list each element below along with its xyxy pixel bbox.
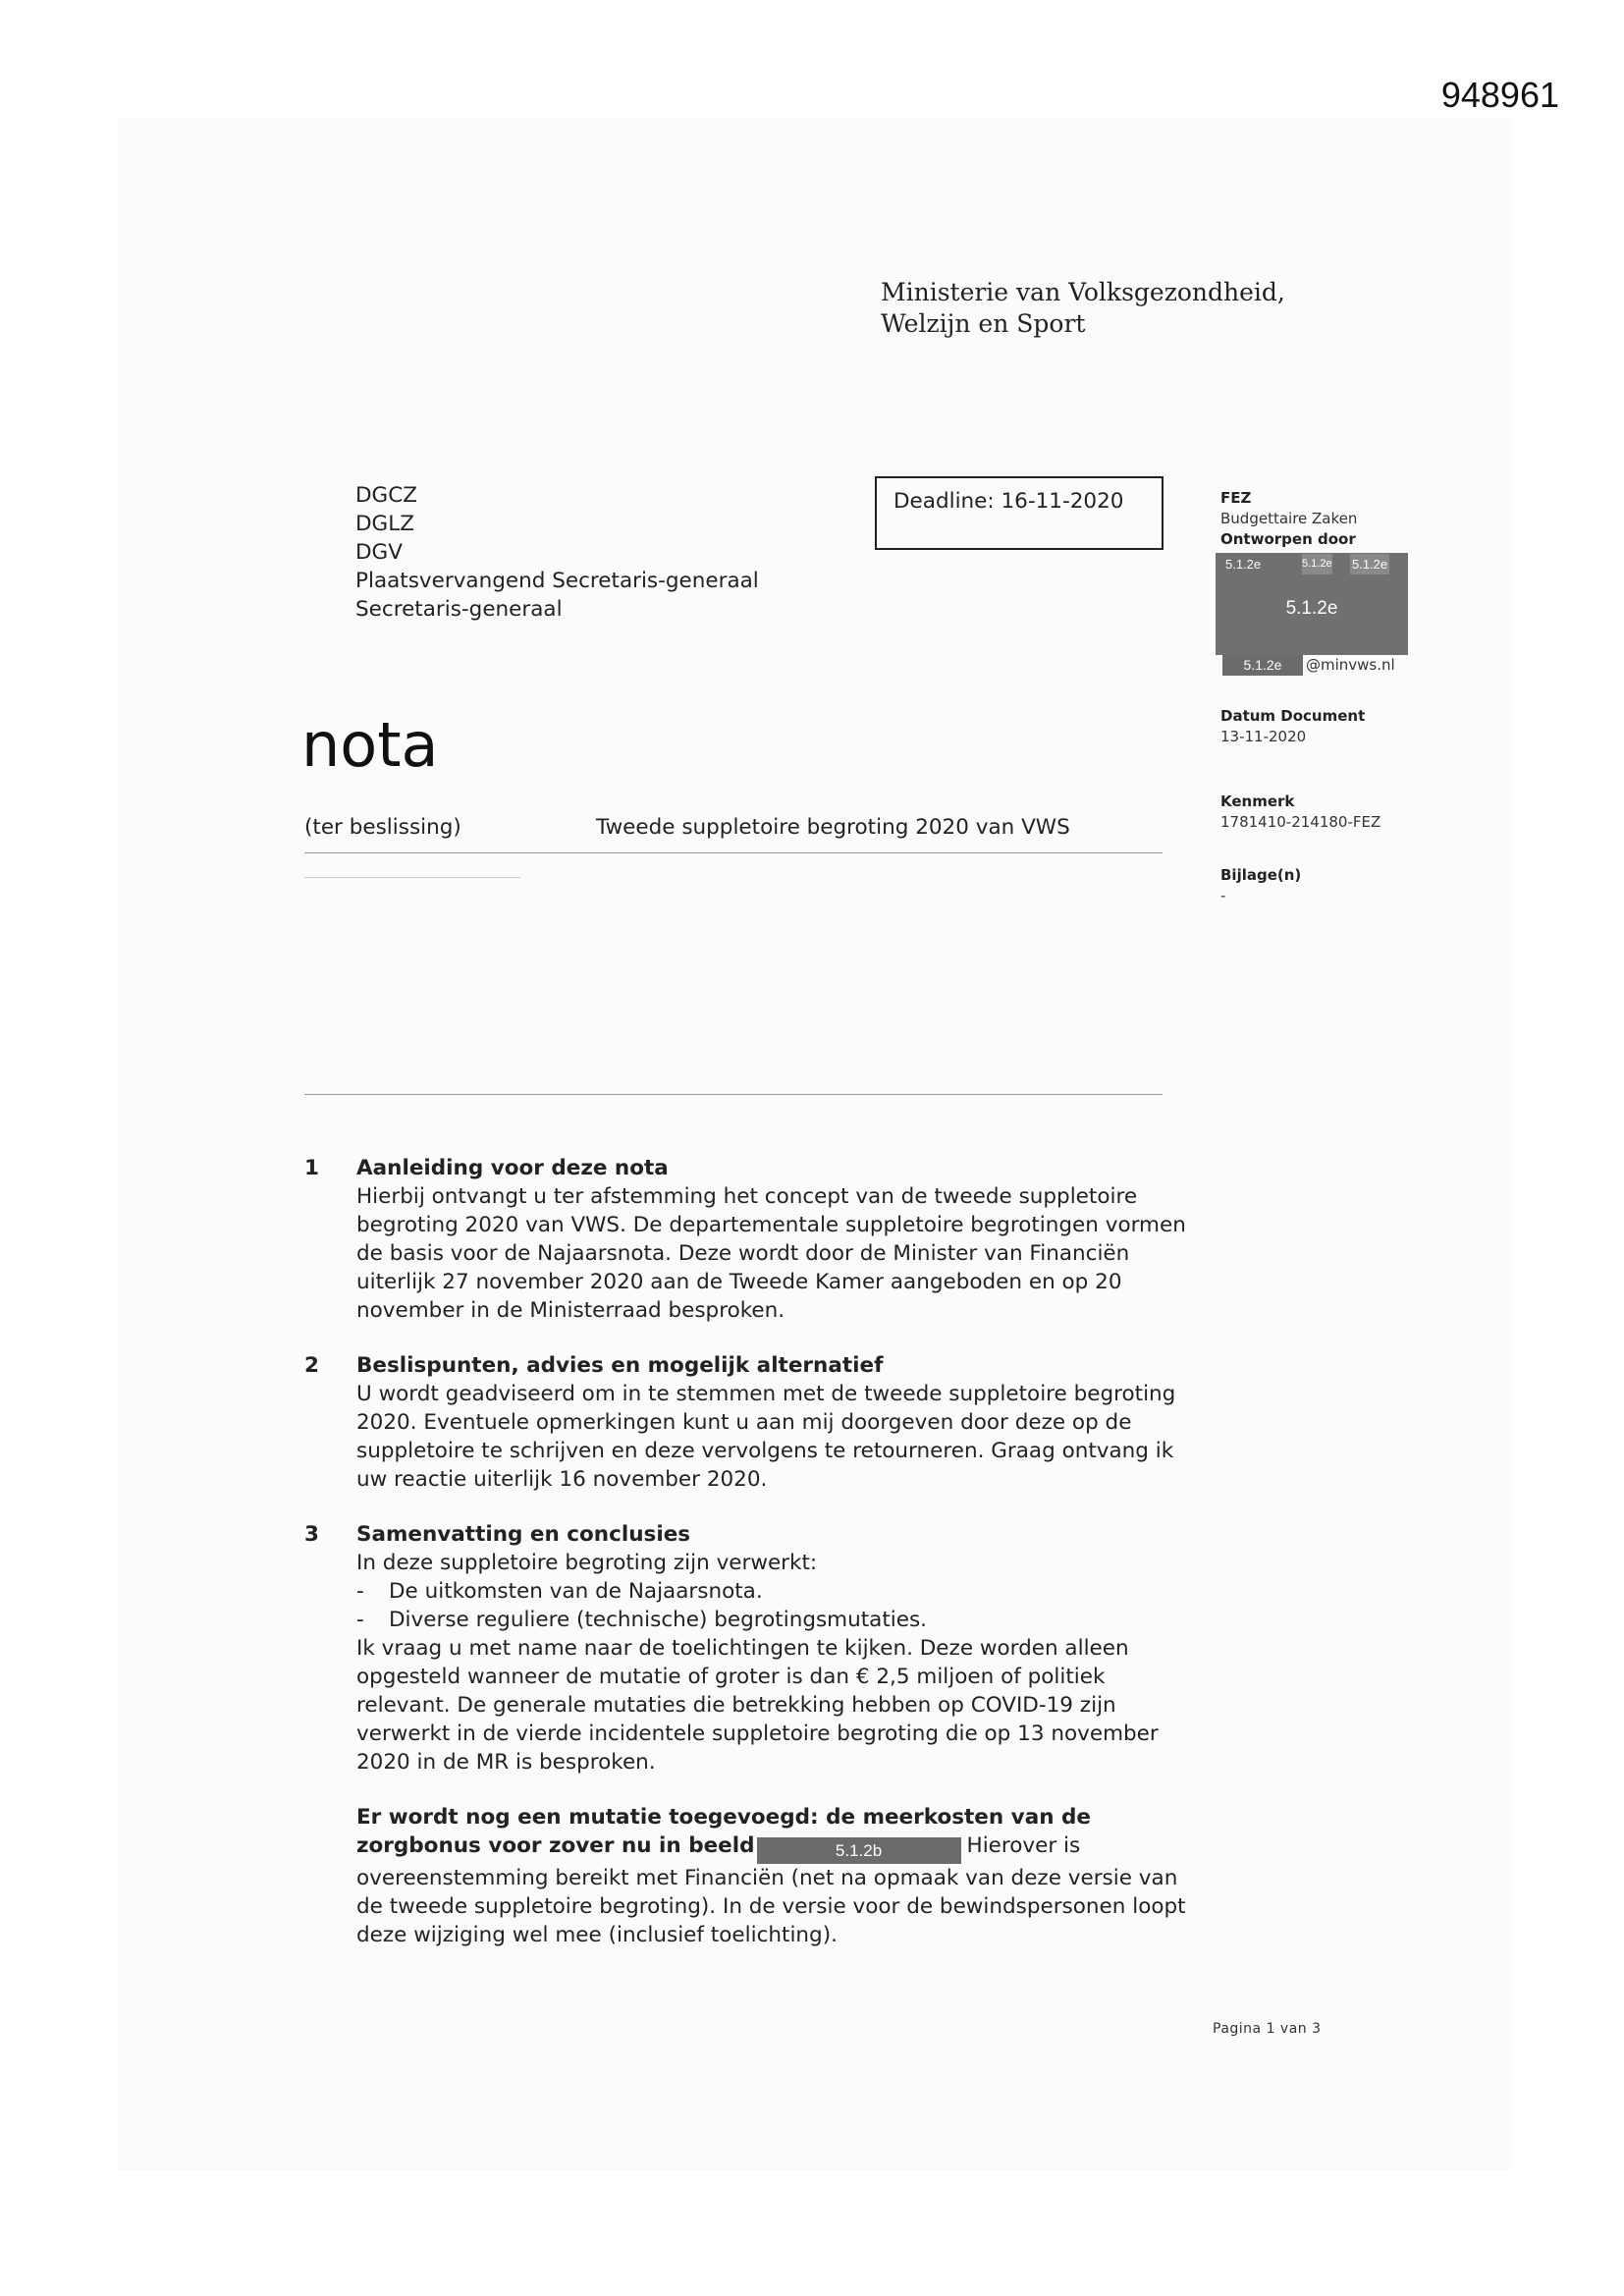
reference-label: Kenmerk [1220, 793, 1295, 810]
paragraph-line: november in de Ministerraad besproken. [356, 1298, 785, 1323]
recipient: DGCZ [355, 483, 417, 508]
paragraph-line: suppletoire te schrijven en deze vervolgens te retourneren. Graag ontvang ik [356, 1439, 1174, 1463]
ministry-line-1: Ministerie van Volksgezondheid, [881, 278, 1285, 306]
redaction-block [1216, 553, 1408, 655]
recipient: Secretaris-generaal [355, 597, 563, 622]
paragraph-line: 2020. Eventuele opmerkingen kunt u aan mij doorgeven door deze op de [356, 1410, 1132, 1435]
redaction-code: 5.1.2e [1225, 557, 1262, 572]
divider [304, 877, 520, 878]
section-heading: Samenvatting en conclusies [356, 1522, 691, 1547]
recipient: DGV [355, 540, 403, 565]
bullet-dash: - [356, 1579, 364, 1604]
paragraph-line: de basis voor de Najaarsnota. Deze wordt door de Minister van Financiën [356, 1241, 1130, 1266]
bullet-dash: - [356, 1608, 364, 1632]
paragraph-line: uiterlijk 27 november 2020 aan de Tweede Kamer aangeboden en op 20 [356, 1270, 1122, 1294]
paragraph-line: uw reactie uiterlijk 16 november 2020. [356, 1467, 768, 1492]
deadline-box: Deadline: 16-11-2020 [875, 476, 1164, 550]
mixed-line [356, 1831, 1208, 1864]
list-item [356, 1577, 1208, 1606]
page-number: Pagina 1 van 3 [1213, 2021, 1322, 2037]
paragraph-line: Hierbij ontvangt u ter afstemming het concept van de tweede suppletoire [356, 1184, 1138, 1209]
redaction-code: 5.1.2e [1350, 554, 1389, 574]
recipient-list [355, 481, 759, 624]
paragraph-line: verwerkt in de vierde incidentele suppletoire begroting die op 13 november [356, 1722, 1159, 1746]
bold-line: Er wordt nog een mutatie toegevoegd: de meerkosten van de [356, 1805, 1091, 1830]
section-number: 1 [304, 1156, 319, 1180]
email-suffix: @minvws.nl [1306, 656, 1395, 674]
section-heading: Aanleiding voor deze nota [356, 1156, 669, 1180]
paragraph-line: de tweede suppletoire begroting). In de versie voor de bewindspersonen loopt [356, 1894, 1186, 1919]
section-number: 3 [304, 1522, 319, 1547]
date-value: 13-11-2020 [1220, 728, 1307, 745]
divider [304, 1094, 1163, 1095]
subject-text: Tweede suppletoire begroting 2020 van VWS [596, 815, 1070, 840]
department-sub: Budgettaire Zaken [1220, 510, 1358, 527]
body-sections [304, 1154, 1208, 1949]
additional-mutation-paragraph [304, 1803, 1208, 1949]
reference-value: 1781410-214180-FEZ [1220, 813, 1381, 831]
recipient: DGLZ [355, 512, 414, 536]
list-item [356, 1606, 1208, 1634]
paragraph-line: deze wijziging wel mee (inclusief toelichting). [356, 1923, 838, 1947]
section-samenvatting [304, 1520, 1208, 1777]
paragraph-line: Ik vraag u met name naar de toelichtingen te kijken. Deze worden alleen [356, 1636, 1129, 1661]
document-number: 948961 [1440, 75, 1559, 115]
ministry-logo-text [881, 277, 1285, 340]
redaction-code: 5.1.2e [1302, 554, 1332, 574]
ministry-line-2: Welzijn en Sport [881, 309, 1086, 338]
paragraph-text: Hierover is [966, 1833, 1081, 1858]
subject-row [304, 811, 1163, 853]
paragraph-line: In deze suppletoire begroting zijn verwerkt: [356, 1551, 818, 1575]
redaction-code: 5.1.2e [1285, 598, 1338, 619]
drafted-by-label: Ontworpen door [1220, 530, 1356, 548]
redaction-code: 5.1.2b [757, 1837, 961, 1864]
bold-line: zorgbonus voor zover nu in beeld [356, 1833, 755, 1858]
section-aanleiding [304, 1154, 1208, 1325]
paragraph-line: 2020 in de MR is besproken. [356, 1750, 656, 1775]
section-heading: Beslispunten, advies en mogelijk alternatief [356, 1353, 884, 1378]
attachments-value: - [1220, 887, 1226, 904]
paragraph-line: U wordt geadviseerd om in te stemmen met de tweede suppletoire begroting [356, 1382, 1176, 1406]
section-beslispunten [304, 1351, 1208, 1494]
department-label: FEZ [1220, 489, 1252, 507]
decision-label: (ter beslissing) [304, 815, 461, 840]
redaction-code: 5.1.2e [1222, 655, 1303, 676]
section-number: 2 [304, 1353, 319, 1378]
paragraph-line: overeenstemming bereikt met Financiën (net na opmaak van deze versie van [356, 1866, 1178, 1890]
date-label: Datum Document [1220, 707, 1366, 725]
paragraph-line: opgesteld wanneer de mutatie of groter is dan € 2,5 miljoen of politiek [356, 1665, 1106, 1689]
attachments-label: Bijlage(n) [1220, 866, 1302, 884]
recipient: Plaatsvervangend Secretaris-generaal [355, 569, 759, 593]
list-item-text: De uitkomsten van de Najaarsnota. [389, 1579, 763, 1604]
paragraph-line: relevant. De generale mutaties die betrekking hebben op COVID-19 zijn [356, 1693, 1116, 1718]
document-title: nota [301, 709, 439, 781]
paragraph-line: begroting 2020 van VWS. De departementale suppletoire begrotingen vormen [356, 1213, 1186, 1237]
list-item-text: Diverse reguliere (technische) begrotingsmutaties. [389, 1608, 928, 1632]
